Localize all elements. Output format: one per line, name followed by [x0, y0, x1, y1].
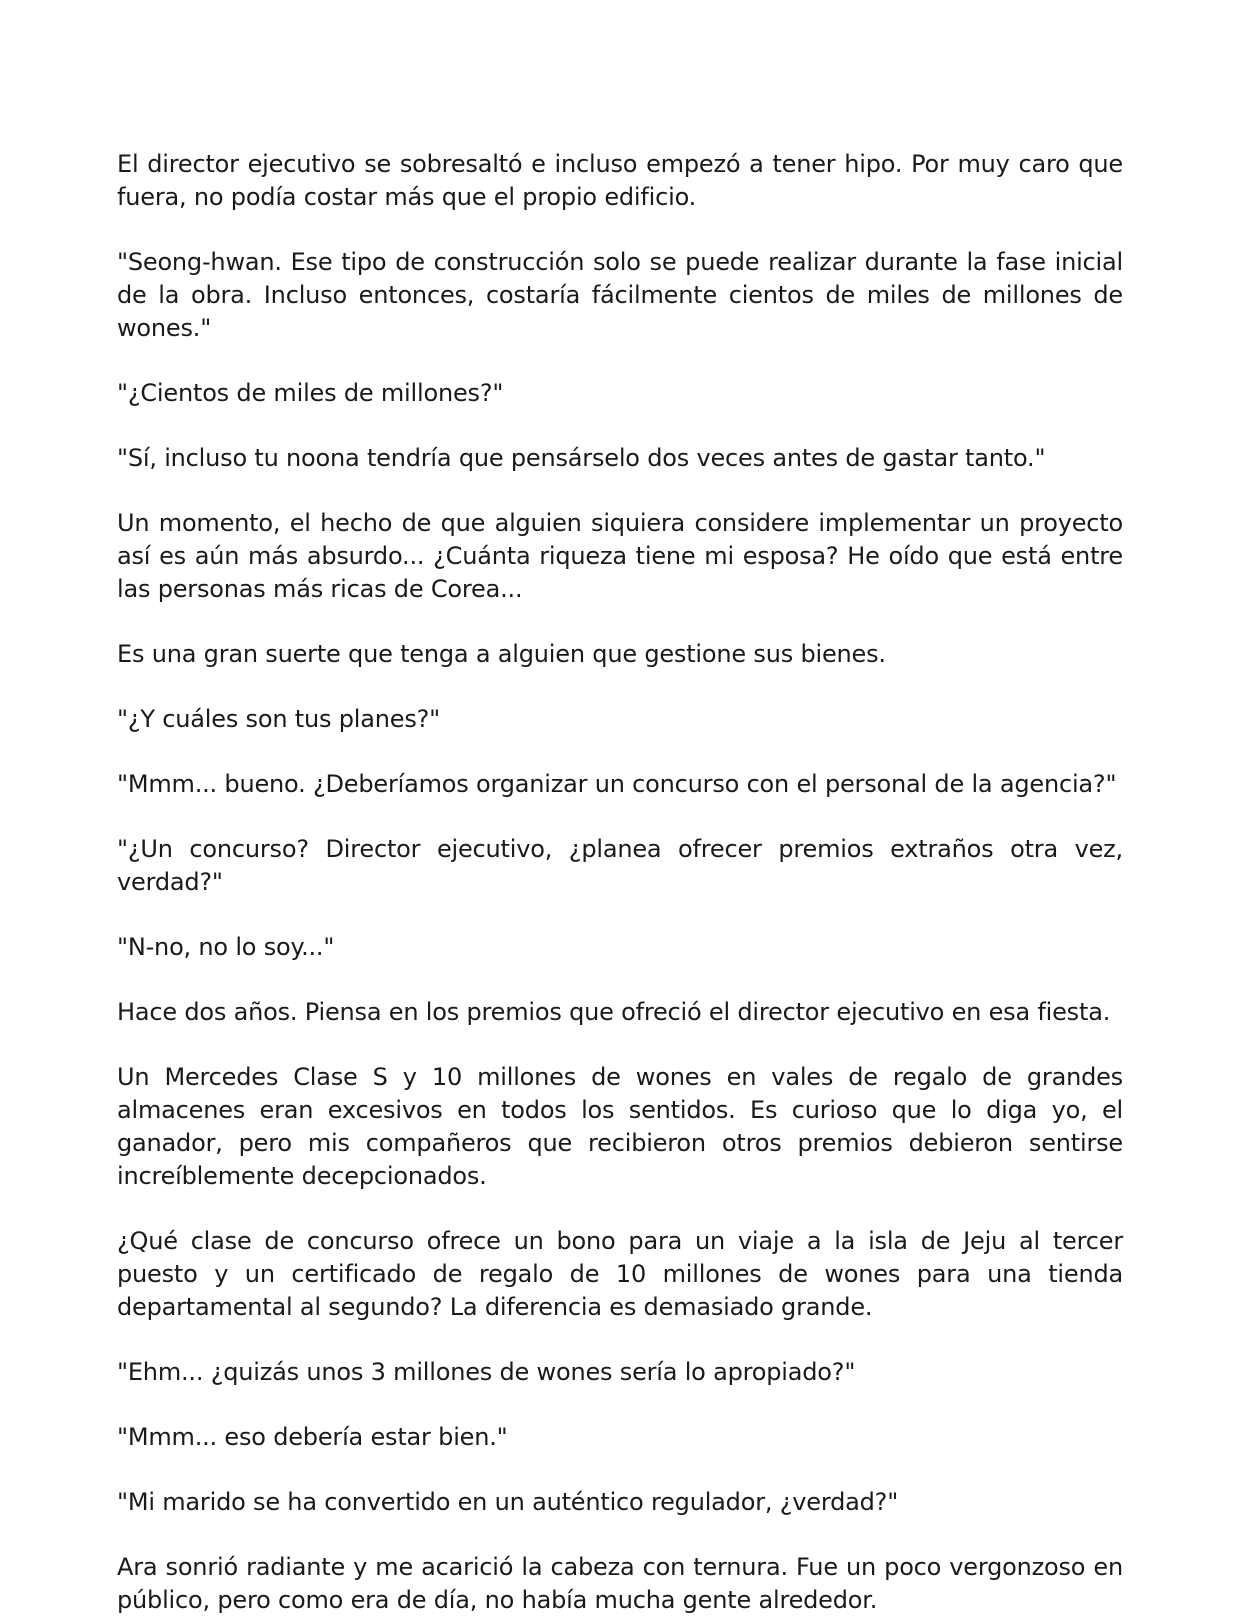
paragraph: Un Mercedes Clase S y 10 millones de wones en vales de regalo de grandes almacenes eran excesivos en todos los sentidos. Es curioso que lo diga yo, el ganador, pero mis compañeros que recibieron otros premios debieron sentirse increíblemente decepcionados.: [117, 1063, 1123, 1190]
paragraph: "¿Un concurso? Director ejecutivo, ¿planea ofrecer premios extraños otra vez, verdad?": [117, 835, 1123, 896]
document-body: [117, 148, 1123, 1617]
paragraph: Es una gran suerte que tenga a alguien que gestione sus bienes.: [117, 640, 886, 668]
paragraph: ¿Qué clase de concurso ofrece un bono para un viaje a la isla de Jeju al tercer puesto y un certificado de regalo de 10 millones de wones para una tienda departamental al segundo? La diferencia es demasiado grande.: [117, 1227, 1123, 1321]
paragraph: Un momento, el hecho de que alguien siquiera considere implementar un proyecto así es aún más absurdo... ¿Cuánta riqueza tiene mi esposa? He oído que está entre las personas más ricas de Corea...: [117, 509, 1123, 603]
paragraph: "Seong-hwan. Ese tipo de construcción solo se puede realizar durante la fase inicial de la obra. Incluso entonces, costaría fácilmente cientos de miles de millones de wones.": [117, 248, 1123, 342]
paragraph: Ara sonrió radiante y me acarició la cabeza con ternura. Fue un poco vergonzoso en público, pero como era de día, no había mucha gente alrededor.: [117, 1553, 1123, 1614]
paragraph: "Sí, incluso tu noona tendría que pensárselo dos veces antes de gastar tanto.": [117, 444, 1046, 472]
paragraph: "Ehm... ¿quizás unos 3 millones de wones sería lo apropiado?": [117, 1358, 856, 1386]
paragraph: "¿Y cuáles son tus planes?": [117, 705, 440, 733]
paragraph: "Mmm... eso debería estar bien.": [117, 1423, 508, 1451]
paragraph: Hace dos años. Piensa en los premios que ofreció el director ejecutivo en esa fiesta.: [117, 998, 1111, 1026]
paragraph: "Mi marido se ha convertido en un auténtico regulador, ¿verdad?": [117, 1488, 899, 1516]
paragraph: El director ejecutivo se sobresaltó e incluso empezó a tener hipo. Por muy caro que fuera, no podía costar más que el propio edificio.: [117, 150, 1123, 211]
paragraph: "N-no, no lo soy...": [117, 933, 335, 961]
paragraph: "Mmm... bueno. ¿Deberíamos organizar un concurso con el personal de la agencia?": [117, 770, 1117, 798]
paragraph: "¿Cientos de miles de millones?": [117, 379, 504, 407]
